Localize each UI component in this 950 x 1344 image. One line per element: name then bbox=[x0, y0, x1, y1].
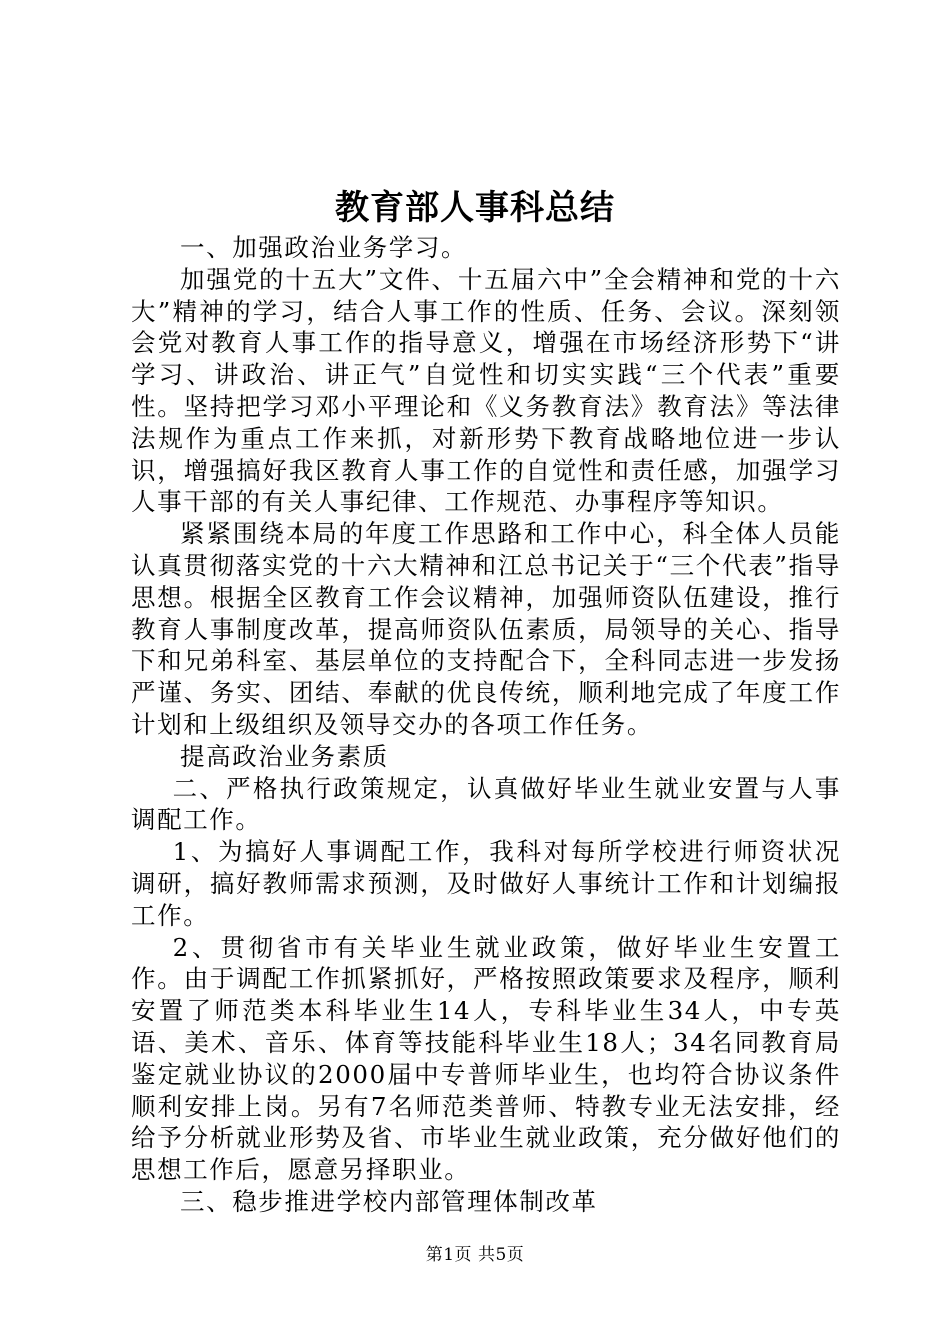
document-title: 教育部人事科总结 bbox=[335, 188, 615, 228]
section-heading-3: 三、稳步推进学校内部管理体制改革 bbox=[180, 1186, 598, 1216]
paragraph-2: 紧紧围绕本局的年度工作思路和工作中心，科全体人员能认真贯彻落实党的十六大精神和江总书记关于“三个代表”指导思想。根据全区教育工作会议精神，加强师资队伍建设，推行教育人事制度改革，提高师资队伍素质，局领导的关心、指导下和兄弟科室、基层单位的支持配合下，全科同志进一步发扬严谨、务实、团结、奉献的优良传统，顺利地完成了年度工作计划和上级组织及领导交办的各项工作任务。 bbox=[131, 519, 841, 739]
paragraph-4: 2、贯彻省市有关毕业生就业政策，做好毕业生安置工作。由于调配工作抓紧抓好，严格按照政策要求及程序，顺利安置了师范类本科毕业生14人，专科毕业生34人，中专英语、美术、音乐、体育等技能科毕业生18人；34名同教育局鉴定就业协议的2000届中专普师毕业生，也均符合协议条件顺利安排上岗。另有7名师范类普师、特教专业无法安排，经给予分析就业形势及省、市毕业生就业政策，充分做好他们的思想工作后，愿意另择职业。 bbox=[131, 932, 841, 1185]
page-footer: 第1页 共5页 bbox=[425, 1245, 525, 1265]
subheading: 提高政治业务素质 bbox=[180, 741, 389, 771]
document-body bbox=[131, 232, 841, 1218]
paragraph-1: 加强党的十五大”文件、十五届六中”全会精神和党的十六大”精神的学习，结合人事工作的性质、任务、会议。深刻领会党对教育人事工作的指导意义，增强在市场经济形势下“讲学习、讲政治、讲正气”自觉性和切实实践“三个代表”重要性。坚持把学习邓小平理论和《义务教育法》教育法》等法律法规作为重点工作来抓，对新形势下教育战略地位进一步认识，增强搞好我区教育人事工作的自觉性和责任感，加强学习人事干部的有关人事纪律、工作规范、办事程序等知识。 bbox=[131, 264, 841, 517]
section-heading-2: 二、严格执行政策规定，认真做好毕业生就业安置与人事调配工作。 bbox=[131, 773, 841, 835]
section-heading-1: 一、加强政治业务学习。 bbox=[180, 233, 468, 262]
paragraph-3: 1、为搞好人事调配工作，我科对每所学校进行师资状况调研，搞好教师需求预测，及时做好人事统计工作和计划编报工作。 bbox=[131, 837, 841, 930]
